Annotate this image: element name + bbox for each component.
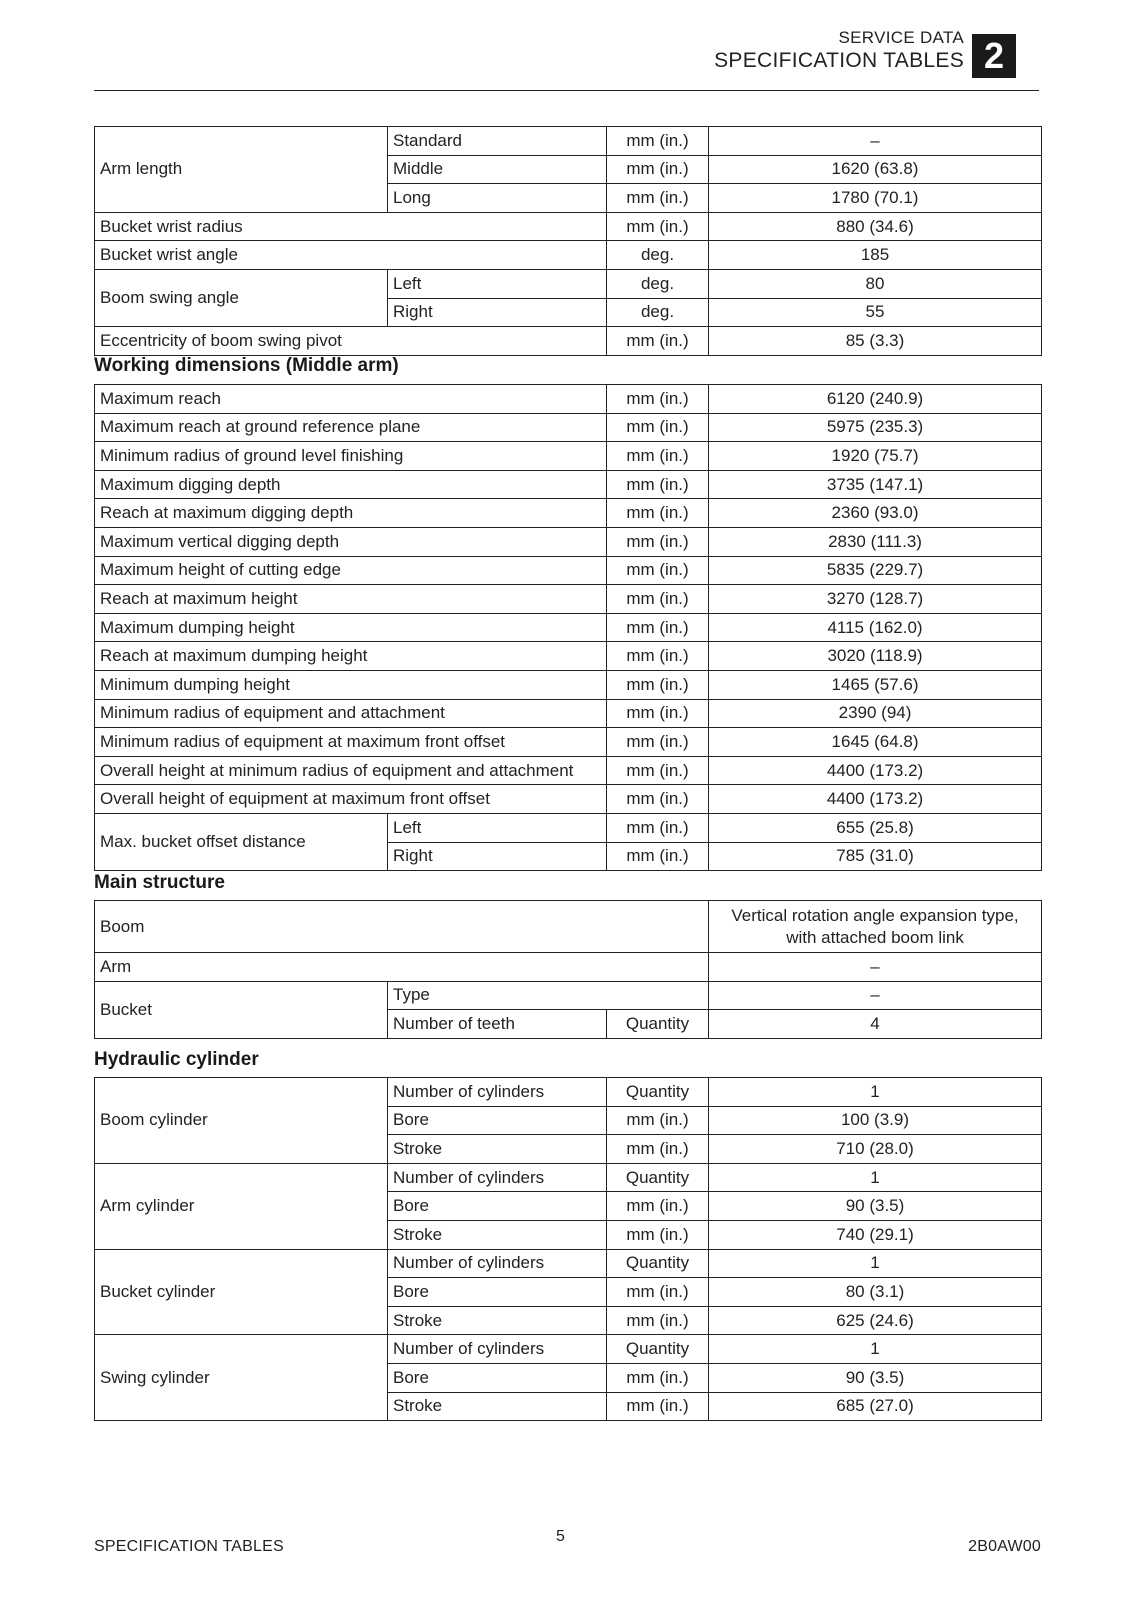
unit-cell: mm (in.) (607, 1192, 709, 1221)
value-cell: 3020 (118.9) (709, 642, 1042, 671)
value-cell: 90 (3.5) (709, 1363, 1042, 1392)
value-cell: 1780 (70.1) (709, 184, 1042, 213)
value-cell: 655 (25.8) (709, 813, 1042, 842)
row-label: Minimum dumping height (95, 670, 607, 699)
page-header (714, 28, 1016, 74)
sub-label: Left (388, 269, 607, 298)
value-cell: – (709, 127, 1042, 156)
row-label: Bucket (95, 981, 388, 1038)
unit-cell: Quantity (607, 1249, 709, 1278)
unit-cell: mm (in.) (607, 728, 709, 757)
sub-label: Right (388, 842, 607, 871)
unit-cell: Quantity (607, 1335, 709, 1364)
hydraulic-cylinder-table (94, 1077, 1042, 1421)
boom-value-line: Vertical rotation angle expansion type, (731, 905, 1019, 925)
unit-cell: mm (in.) (607, 1363, 709, 1392)
value-cell: 4 (709, 1010, 1042, 1039)
table-row (95, 981, 1042, 1010)
value-cell: – (709, 953, 1042, 982)
table-row (95, 442, 1042, 471)
value-cell: 85 (3.3) (709, 327, 1042, 356)
unit-cell: mm (in.) (607, 1106, 709, 1135)
unit-cell: mm (in.) (607, 813, 709, 842)
sub-label: Left (388, 813, 607, 842)
table-row (95, 785, 1042, 814)
table-row (95, 953, 1042, 982)
unit-cell: mm (in.) (607, 1306, 709, 1335)
value-cell: 2830 (111.3) (709, 527, 1042, 556)
value-cell: 1 (709, 1163, 1042, 1192)
sub-label: Stroke (388, 1392, 607, 1421)
value-cell: 90 (3.5) (709, 1192, 1042, 1221)
arm-length-label: Arm length (95, 127, 388, 213)
value-cell: 80 (3.1) (709, 1278, 1042, 1307)
section-title-hydraulic-cylinder: Hydraulic cylinder (94, 1049, 259, 1070)
value-cell: 3270 (128.7) (709, 585, 1042, 614)
row-label: Maximum digging depth (95, 470, 607, 499)
unit-cell: Quantity (607, 1163, 709, 1192)
sub-label: Number of cylinders (388, 1163, 607, 1192)
row-label: Maximum reach at ground reference plane (95, 413, 607, 442)
value-cell: 6120 (240.9) (709, 385, 1042, 414)
table-row (95, 728, 1042, 757)
arm-spec-table (94, 126, 1042, 356)
table-row (95, 327, 1042, 356)
unit-cell: mm (in.) (607, 327, 709, 356)
table-row (95, 1163, 1042, 1192)
sub-label: Number of cylinders (388, 1078, 607, 1107)
sub-label: Type (388, 981, 709, 1010)
main-structure-table (94, 900, 1042, 1039)
sub-label: Number of cylinders (388, 1249, 607, 1278)
row-label: Boom swing angle (95, 269, 388, 326)
value-cell: 685 (27.0) (709, 1392, 1042, 1421)
value-cell: 5975 (235.3) (709, 413, 1042, 442)
table-row (95, 585, 1042, 614)
value-cell: 1465 (57.6) (709, 670, 1042, 699)
unit-cell: mm (in.) (607, 385, 709, 414)
sub-label: Stroke (388, 1306, 607, 1335)
sub-label: Bore (388, 1106, 607, 1135)
unit-cell: mm (in.) (607, 1220, 709, 1249)
unit-cell: mm (in.) (607, 1135, 709, 1164)
row-label: Minimum radius of equipment at maximum front offset (95, 728, 607, 757)
table-row (95, 527, 1042, 556)
unit-cell: mm (in.) (607, 212, 709, 241)
row-label: Eccentricity of boom swing pivot (95, 327, 607, 356)
row-label: Maximum dumping height (95, 613, 607, 642)
sub-label: Bore (388, 1363, 607, 1392)
sub-label: Standard (388, 127, 607, 156)
unit-cell: mm (in.) (607, 785, 709, 814)
row-label: Bucket wrist radius (95, 212, 607, 241)
row-label: Maximum reach (95, 385, 607, 414)
row-label: Maximum vertical digging depth (95, 527, 607, 556)
unit-cell: mm (in.) (607, 556, 709, 585)
table-row (95, 670, 1042, 699)
table-row (95, 499, 1042, 528)
table-row (95, 613, 1042, 642)
value-cell: 1920 (75.7) (709, 442, 1042, 471)
row-label: Minimum radius of equipment and attachment (95, 699, 607, 728)
value-cell: 1 (709, 1335, 1042, 1364)
value-cell: 185 (709, 241, 1042, 270)
value-cell: 1 (709, 1249, 1042, 1278)
unit-cell: mm (in.) (607, 527, 709, 556)
value-cell: 4115 (162.0) (709, 613, 1042, 642)
table-row (95, 1335, 1042, 1364)
unit-cell: deg. (607, 269, 709, 298)
row-label: Overall height of equipment at maximum front offset (95, 785, 607, 814)
value-cell: 1620 (63.8) (709, 155, 1042, 184)
boom-value-line: with attached boom link (786, 927, 964, 947)
value-cell (709, 901, 1042, 953)
value-cell: 2390 (94) (709, 699, 1042, 728)
table-row (95, 241, 1042, 270)
value-cell: 1645 (64.8) (709, 728, 1042, 757)
unit-cell: mm (in.) (607, 155, 709, 184)
value-cell: 880 (34.6) (709, 212, 1042, 241)
header-divider (94, 90, 1039, 91)
row-label: Overall height at minimum radius of equipment and attachment (95, 756, 607, 785)
table-row (95, 556, 1042, 585)
table-row (95, 1249, 1042, 1278)
cylinder-name: Arm cylinder (95, 1163, 388, 1249)
value-cell: 4400 (173.2) (709, 785, 1042, 814)
table-row (95, 1078, 1042, 1107)
unit-cell: Quantity (607, 1010, 709, 1039)
table-row (95, 901, 1042, 953)
row-label: Boom (95, 901, 709, 953)
row-label: Arm (95, 953, 709, 982)
unit-cell: mm (in.) (607, 499, 709, 528)
value-cell: 55 (709, 298, 1042, 327)
value-cell: 2360 (93.0) (709, 499, 1042, 528)
footer-title: SPECIFICATION TABLES (94, 1538, 284, 1555)
value-cell: – (709, 981, 1042, 1010)
row-label: Reach at maximum digging depth (95, 499, 607, 528)
row-label: Maximum height of cutting edge (95, 556, 607, 585)
unit-cell: mm (in.) (607, 1392, 709, 1421)
header-title: SPECIFICATION TABLES (714, 49, 964, 72)
chapter-badge: 2 (972, 34, 1016, 78)
value-cell: 3735 (147.1) (709, 470, 1042, 499)
table-row (95, 642, 1042, 671)
row-label: Reach at maximum dumping height (95, 642, 607, 671)
table-row (95, 470, 1042, 499)
unit-cell: Quantity (607, 1078, 709, 1107)
value-cell: 80 (709, 269, 1042, 298)
table-row (95, 756, 1042, 785)
unit-cell: mm (in.) (607, 127, 709, 156)
footer-code: 2B0AW00 (968, 1538, 1041, 1555)
table-row (95, 385, 1042, 414)
unit-cell: mm (in.) (607, 699, 709, 728)
section-title-main-structure: Main structure (94, 872, 225, 893)
sub-label: Long (388, 184, 607, 213)
unit-cell: mm (in.) (607, 585, 709, 614)
value-cell: 100 (3.9) (709, 1106, 1042, 1135)
table-row (95, 127, 1042, 156)
value-cell: 4400 (173.2) (709, 756, 1042, 785)
working-dimensions-table (94, 384, 1042, 871)
sub-label: Number of teeth (388, 1010, 607, 1039)
unit-cell: mm (in.) (607, 442, 709, 471)
unit-cell: mm (in.) (607, 413, 709, 442)
unit-cell: mm (in.) (607, 1278, 709, 1307)
value-cell: 710 (28.0) (709, 1135, 1042, 1164)
table-row (95, 813, 1042, 842)
table-row (95, 699, 1042, 728)
header-section: SERVICE DATA (838, 28, 964, 47)
unit-cell: deg. (607, 241, 709, 270)
value-cell: 5835 (229.7) (709, 556, 1042, 585)
table-row (95, 212, 1042, 241)
value-cell: 785 (31.0) (709, 842, 1042, 871)
unit-cell: mm (in.) (607, 184, 709, 213)
unit-cell: mm (in.) (607, 756, 709, 785)
value-cell: 1 (709, 1078, 1042, 1107)
unit-cell: mm (in.) (607, 670, 709, 699)
table-row (95, 269, 1042, 298)
page-number: 5 (556, 1528, 565, 1545)
cylinder-name: Bucket cylinder (95, 1249, 388, 1335)
row-label: Bucket wrist angle (95, 241, 607, 270)
sub-label: Stroke (388, 1135, 607, 1164)
unit-cell: mm (in.) (607, 613, 709, 642)
sub-label: Bore (388, 1192, 607, 1221)
cylinder-name: Boom cylinder (95, 1078, 388, 1164)
cylinder-name: Swing cylinder (95, 1335, 388, 1421)
row-label: Reach at maximum height (95, 585, 607, 614)
value-cell: 625 (24.6) (709, 1306, 1042, 1335)
sub-label: Bore (388, 1278, 607, 1307)
sub-label: Stroke (388, 1220, 607, 1249)
table-row (95, 413, 1042, 442)
row-label: Minimum radius of ground level finishing (95, 442, 607, 471)
unit-cell: mm (in.) (607, 470, 709, 499)
row-label: Max. bucket offset distance (95, 813, 388, 870)
sub-label: Right (388, 298, 607, 327)
unit-cell: mm (in.) (607, 842, 709, 871)
sub-label: Number of cylinders (388, 1335, 607, 1364)
value-cell: 740 (29.1) (709, 1220, 1042, 1249)
unit-cell: mm (in.) (607, 642, 709, 671)
sub-label: Middle (388, 155, 607, 184)
unit-cell: deg. (607, 298, 709, 327)
section-title-working-dimensions: Working dimensions (Middle arm) (94, 355, 399, 376)
